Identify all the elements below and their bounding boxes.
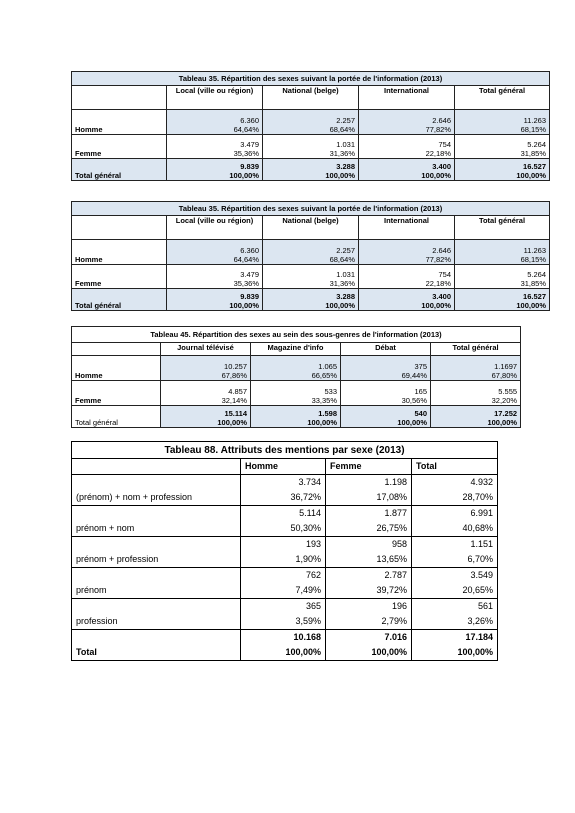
cell bbox=[161, 381, 251, 406]
table-row bbox=[72, 289, 550, 311]
percent: 33,35% bbox=[311, 396, 337, 405]
table-row bbox=[72, 506, 498, 537]
cell bbox=[241, 537, 326, 568]
count: 3.288 bbox=[336, 162, 355, 171]
column-header: Total général bbox=[455, 86, 550, 110]
count: 3.549 bbox=[470, 570, 494, 580]
cell bbox=[263, 289, 359, 311]
count: 2.646 bbox=[432, 246, 451, 255]
percent: 3,26% bbox=[467, 616, 494, 626]
cell bbox=[263, 110, 359, 135]
row-label: prénom bbox=[72, 568, 241, 599]
percent: 32,20% bbox=[491, 396, 518, 405]
percent: 22,18% bbox=[425, 149, 451, 158]
count: 193 bbox=[305, 539, 321, 549]
cell bbox=[412, 568, 498, 599]
count: 1.198 bbox=[384, 477, 407, 487]
header-blank bbox=[72, 343, 161, 356]
cell bbox=[359, 289, 455, 311]
cell bbox=[161, 406, 251, 428]
percent: 100,00% bbox=[516, 301, 546, 310]
cell bbox=[412, 475, 498, 506]
table-row bbox=[72, 159, 550, 181]
cell bbox=[455, 110, 550, 135]
cell bbox=[455, 159, 550, 181]
count: 5.264 bbox=[527, 140, 546, 149]
percent: 100,00% bbox=[397, 418, 427, 427]
cell bbox=[263, 159, 359, 181]
table-row bbox=[72, 110, 550, 135]
cell bbox=[263, 265, 359, 289]
percent: 68,64% bbox=[329, 125, 355, 134]
column-header: Total général bbox=[455, 216, 550, 240]
table-row bbox=[72, 381, 521, 406]
count: 5.114 bbox=[299, 508, 321, 518]
percent: 50,30% bbox=[290, 523, 321, 533]
percent: 100,00% bbox=[371, 647, 407, 657]
row-label: Homme bbox=[72, 356, 161, 381]
percent: 77,82% bbox=[425, 125, 451, 134]
percent: 20,65% bbox=[462, 585, 494, 595]
percent: 1,90% bbox=[295, 554, 321, 564]
count: 4.932 bbox=[470, 477, 494, 487]
percent: 69,44% bbox=[401, 371, 427, 380]
row-label: (prénom) + nom + profession bbox=[72, 475, 241, 506]
row-label: Homme bbox=[72, 240, 167, 265]
cell bbox=[326, 475, 412, 506]
header-blank bbox=[72, 216, 167, 240]
cell bbox=[167, 289, 263, 311]
cell bbox=[412, 537, 498, 568]
cell bbox=[341, 381, 431, 406]
percent: 39,72% bbox=[376, 585, 407, 595]
count: 3.479 bbox=[240, 270, 259, 279]
row-label: Total général bbox=[72, 289, 167, 311]
percent: 31,85% bbox=[520, 279, 546, 288]
percent: 67,86% bbox=[221, 371, 247, 380]
count: 1.1697 bbox=[494, 362, 518, 371]
percent: 64,64% bbox=[233, 125, 259, 134]
cell bbox=[241, 630, 326, 661]
row-label: Total général bbox=[72, 159, 167, 181]
row-label: Femme bbox=[72, 265, 167, 289]
percent: 77,82% bbox=[425, 255, 451, 264]
count: 4.857 bbox=[228, 387, 247, 396]
header-blank bbox=[72, 86, 167, 110]
count: 10.257 bbox=[224, 362, 247, 371]
count: 754 bbox=[438, 140, 451, 149]
percent: 17,08% bbox=[376, 492, 407, 502]
count: 16.527 bbox=[523, 292, 546, 301]
count: 561 bbox=[477, 601, 494, 611]
cell bbox=[263, 240, 359, 265]
cell bbox=[359, 110, 455, 135]
cell bbox=[167, 110, 263, 135]
cell bbox=[251, 356, 341, 381]
percent: 36,72% bbox=[290, 492, 321, 502]
cell bbox=[241, 475, 326, 506]
count: 17.184 bbox=[465, 632, 494, 642]
count: 10.168 bbox=[293, 632, 321, 642]
percent: 68,64% bbox=[329, 255, 355, 264]
table-title: Tableau 88. Attributs des mentions par sexe (2013) bbox=[72, 442, 498, 459]
cell bbox=[359, 159, 455, 181]
table-row bbox=[72, 135, 550, 159]
cell bbox=[455, 240, 550, 265]
count: 1.031 bbox=[336, 140, 355, 149]
count: 1.151 bbox=[470, 539, 494, 549]
count: 540 bbox=[414, 409, 427, 418]
cell bbox=[167, 135, 263, 159]
column-header: Total général bbox=[431, 343, 521, 356]
percent: 28,70% bbox=[462, 492, 494, 502]
count: 15.114 bbox=[224, 409, 247, 418]
column-header: Total bbox=[412, 459, 498, 475]
row-label: prénom + nom bbox=[72, 506, 241, 537]
cell bbox=[161, 356, 251, 381]
count: 2.257 bbox=[336, 246, 355, 255]
percent: 100,00% bbox=[229, 171, 259, 180]
count: 754 bbox=[438, 270, 451, 279]
percent: 35,36% bbox=[233, 279, 259, 288]
cell bbox=[326, 537, 412, 568]
cell bbox=[326, 568, 412, 599]
percent: 100,00% bbox=[307, 418, 337, 427]
count: 9.839 bbox=[240, 162, 259, 171]
count: 9.839 bbox=[240, 292, 259, 301]
count: 196 bbox=[391, 601, 407, 611]
table-35-a bbox=[71, 71, 550, 181]
cell bbox=[167, 240, 263, 265]
cell bbox=[412, 506, 498, 537]
cell bbox=[241, 599, 326, 630]
count: 3.734 bbox=[298, 477, 321, 487]
count: 7.016 bbox=[384, 632, 407, 642]
column-header: Débat bbox=[341, 343, 431, 356]
header-blank bbox=[72, 459, 241, 475]
column-header: Local (ville ou région) bbox=[167, 86, 263, 110]
count: 1.065 bbox=[318, 362, 337, 371]
cell bbox=[359, 135, 455, 159]
table-35-b bbox=[71, 201, 550, 311]
cell bbox=[359, 240, 455, 265]
percent: 40,68% bbox=[462, 523, 494, 533]
count: 3.288 bbox=[336, 292, 355, 301]
count: 365 bbox=[305, 601, 321, 611]
table-title: Tableau 35. Répartition des sexes suivant la portée de l'information (2013) bbox=[72, 72, 550, 86]
table-45 bbox=[71, 326, 521, 428]
row-label: Femme bbox=[72, 381, 161, 406]
column-header: International bbox=[359, 86, 455, 110]
percent: 66,65% bbox=[311, 371, 337, 380]
cell bbox=[431, 356, 521, 381]
table-88 bbox=[71, 441, 498, 661]
percent: 31,36% bbox=[329, 279, 355, 288]
table-title: Tableau 35. Répartition des sexes suivant la portée de l'information (2013) bbox=[72, 202, 550, 216]
row-label: Total bbox=[72, 630, 241, 661]
cell bbox=[167, 159, 263, 181]
cell bbox=[455, 265, 550, 289]
percent: 64,64% bbox=[233, 255, 259, 264]
row-label: Homme bbox=[72, 110, 167, 135]
cell bbox=[455, 135, 550, 159]
percent: 31,36% bbox=[329, 149, 355, 158]
count: 3.479 bbox=[240, 140, 259, 149]
count: 6.360 bbox=[240, 246, 259, 255]
percent: 22,18% bbox=[425, 279, 451, 288]
cell bbox=[326, 599, 412, 630]
column-header: Homme bbox=[241, 459, 326, 475]
count: 5.264 bbox=[527, 270, 546, 279]
column-header: National (belge) bbox=[263, 216, 359, 240]
cell bbox=[431, 406, 521, 428]
percent: 100,00% bbox=[325, 301, 355, 310]
count: 11.263 bbox=[523, 116, 546, 125]
row-label: Total général bbox=[72, 406, 161, 428]
table-row bbox=[72, 265, 550, 289]
percent: 100,00% bbox=[421, 301, 451, 310]
count: 2.646 bbox=[432, 116, 451, 125]
cell bbox=[341, 356, 431, 381]
count: 958 bbox=[391, 539, 407, 549]
percent: 30,56% bbox=[401, 396, 427, 405]
percent: 2,79% bbox=[381, 616, 407, 626]
column-header: National (belge) bbox=[263, 86, 359, 110]
percent: 6,70% bbox=[467, 554, 494, 564]
table-row bbox=[72, 475, 498, 506]
row-label: prénom + profession bbox=[72, 537, 241, 568]
cell bbox=[251, 406, 341, 428]
percent: 100,00% bbox=[217, 418, 247, 427]
count: 17.252 bbox=[494, 409, 518, 418]
table-row bbox=[72, 537, 498, 568]
count: 1.877 bbox=[384, 508, 407, 518]
percent: 100,00% bbox=[285, 647, 321, 657]
cell bbox=[412, 599, 498, 630]
table-row bbox=[72, 356, 521, 381]
count: 6.360 bbox=[240, 116, 259, 125]
cell bbox=[241, 506, 326, 537]
table-row bbox=[72, 240, 550, 265]
percent: 100,00% bbox=[421, 171, 451, 180]
count: 2.787 bbox=[384, 570, 407, 580]
count: 5.555 bbox=[498, 387, 518, 396]
percent: 31,85% bbox=[520, 149, 546, 158]
row-label: profession bbox=[72, 599, 241, 630]
column-header: Femme bbox=[326, 459, 412, 475]
percent: 100,00% bbox=[487, 418, 518, 427]
cell bbox=[326, 630, 412, 661]
percent: 100,00% bbox=[229, 301, 259, 310]
count: 1.031 bbox=[336, 270, 355, 279]
cell bbox=[359, 265, 455, 289]
percent: 68,15% bbox=[520, 255, 546, 264]
count: 3.400 bbox=[432, 162, 451, 171]
count: 6.991 bbox=[470, 508, 494, 518]
column-header: Local (ville ou région) bbox=[167, 216, 263, 240]
percent: 26,75% bbox=[376, 523, 407, 533]
cell bbox=[167, 265, 263, 289]
row-label: Femme bbox=[72, 135, 167, 159]
count: 533 bbox=[324, 387, 337, 396]
percent: 100,00% bbox=[457, 647, 494, 657]
percent: 100,00% bbox=[325, 171, 355, 180]
cell bbox=[455, 289, 550, 311]
count: 165 bbox=[414, 387, 427, 396]
count: 2.257 bbox=[336, 116, 355, 125]
table-row bbox=[72, 599, 498, 630]
table-title: Tableau 45. Répartition des sexes au sein des sous-genres de l'information (2013) bbox=[72, 327, 521, 343]
count: 16.527 bbox=[523, 162, 546, 171]
cell bbox=[263, 135, 359, 159]
cell bbox=[241, 568, 326, 599]
count: 3.400 bbox=[432, 292, 451, 301]
table-row bbox=[72, 568, 498, 599]
percent: 32,14% bbox=[221, 396, 247, 405]
percent: 67,80% bbox=[491, 371, 518, 380]
percent: 13,65% bbox=[376, 554, 407, 564]
percent: 35,36% bbox=[233, 149, 259, 158]
table-row bbox=[72, 630, 498, 661]
cell bbox=[341, 406, 431, 428]
percent: 68,15% bbox=[520, 125, 546, 134]
cell bbox=[326, 506, 412, 537]
count: 762 bbox=[305, 570, 321, 580]
column-header: Magazine d'info bbox=[251, 343, 341, 356]
percent: 3,59% bbox=[295, 616, 321, 626]
count: 1.598 bbox=[318, 409, 337, 418]
table-row bbox=[72, 406, 521, 428]
percent: 100,00% bbox=[516, 171, 546, 180]
column-header: Journal télévisé bbox=[161, 343, 251, 356]
count: 375 bbox=[414, 362, 427, 371]
cell bbox=[412, 630, 498, 661]
count: 11.263 bbox=[523, 246, 546, 255]
cell bbox=[431, 381, 521, 406]
percent: 7,49% bbox=[295, 585, 321, 595]
column-header: International bbox=[359, 216, 455, 240]
cell bbox=[251, 381, 341, 406]
